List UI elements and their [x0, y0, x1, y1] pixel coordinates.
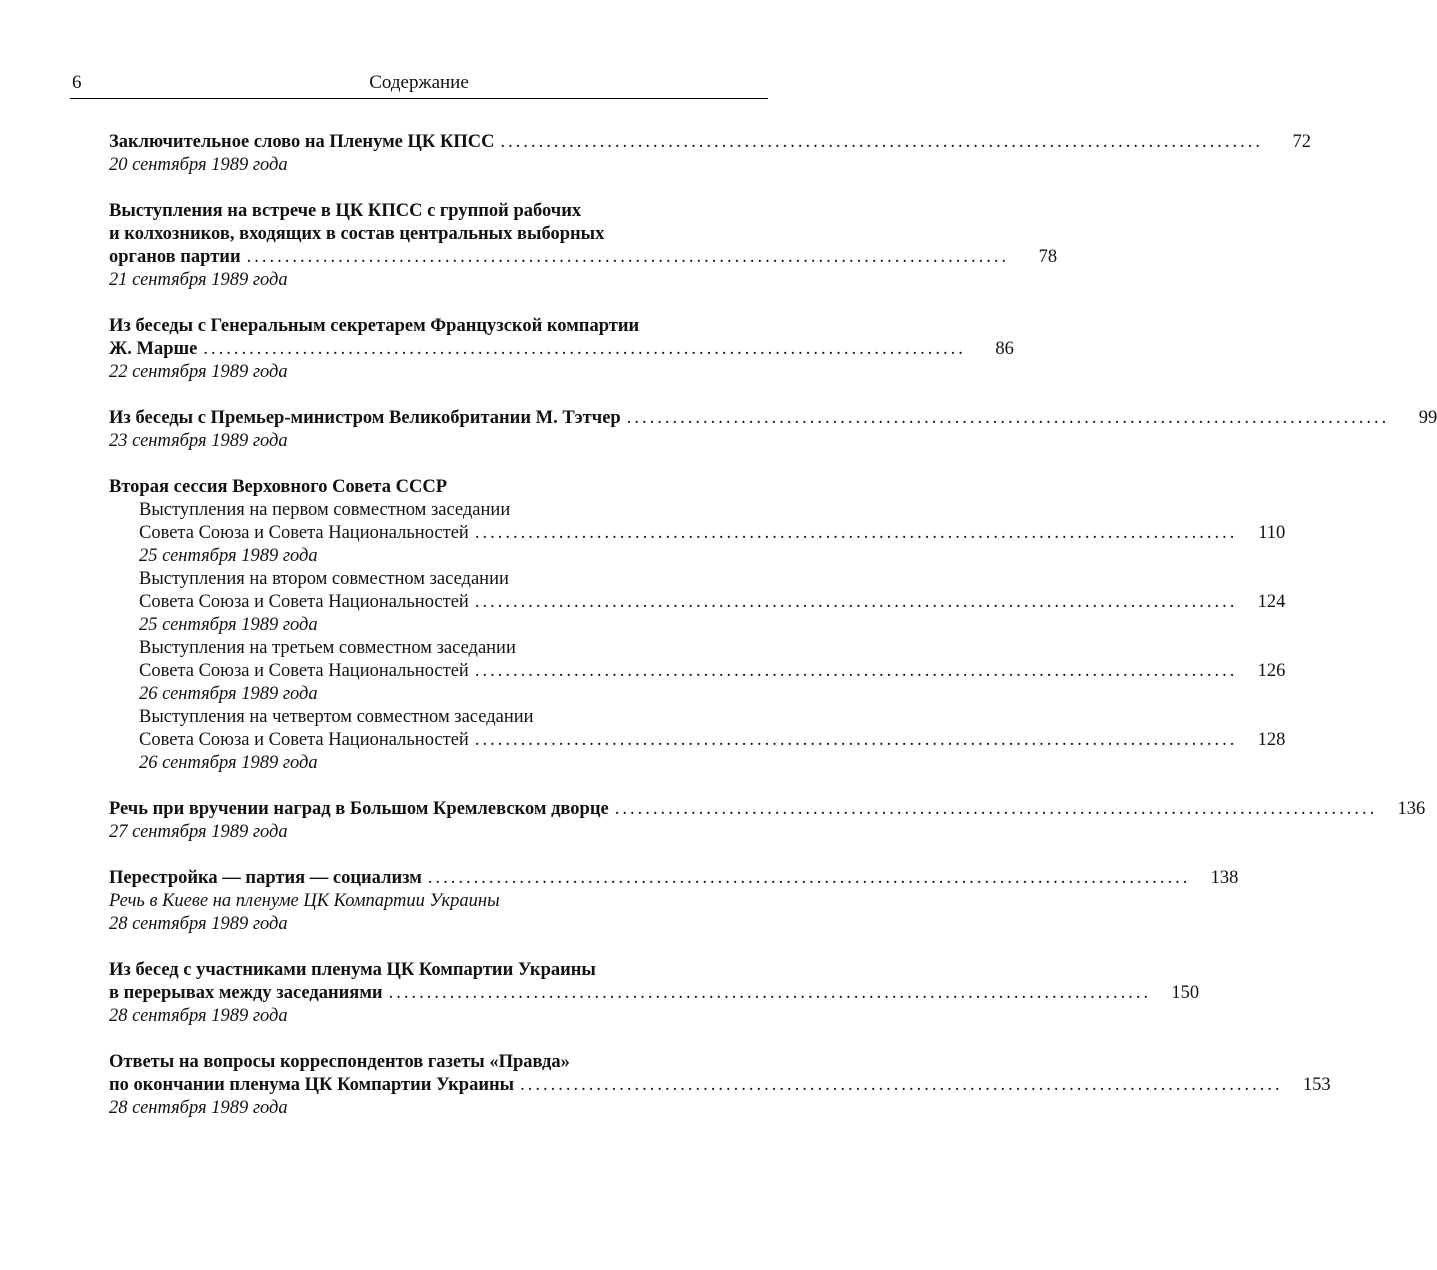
running-title: Содержание	[369, 72, 469, 93]
toc-subentry-title-line[interactable]: Выступления на четвертом совместном заседании	[139, 707, 534, 727]
toc-page-number: 110	[1258, 523, 1286, 543]
toc-page-number: 153	[1302, 1075, 1331, 1095]
dot-leader: ....................................................................................................	[388, 983, 1152, 1003]
toc-entry-date: 25 сентября 1989 года	[139, 615, 318, 635]
toc-entry-date: 28 сентября 1989 года	[109, 914, 288, 934]
toc-entry-date: 27 сентября 1989 года	[109, 822, 288, 842]
toc-entry-title-line[interactable]	[109, 131, 1311, 154]
toc-entry-title-line[interactable]	[109, 1074, 1331, 1097]
toc-subentry-title-line[interactable]	[139, 591, 1286, 614]
dot-leader: ....................................................................................................	[474, 592, 1238, 612]
toc-subentry-title: Совета Союза и Совета Национальностей	[139, 661, 469, 681]
toc-subentry-title: Совета Союза и Совета Национальностей	[139, 523, 469, 543]
toc-entry-title: Перестройка — партия — социализм	[109, 868, 422, 888]
toc-page-number: 78	[1038, 247, 1058, 267]
toc-page-number: 86	[995, 339, 1014, 359]
toc-entry-title-line[interactable]: Выступления на встрече в ЦК КПСС с группой рабочих	[109, 201, 582, 221]
toc-entry	[109, 200, 1058, 292]
toc-subentry	[109, 637, 1286, 706]
toc-entry-date: 21 сентября 1989 года	[109, 270, 288, 290]
toc-entry-title-line[interactable]	[109, 407, 1437, 430]
toc-page-number: 99	[1418, 408, 1437, 428]
toc-subentry	[109, 499, 1286, 568]
toc-entry-title-line[interactable]	[109, 338, 1014, 361]
toc-entry-title-line[interactable]	[109, 246, 1058, 269]
toc-entry-title: в перерывах между заседаниями	[109, 983, 383, 1003]
dot-leader: ....................................................................................................	[474, 523, 1238, 543]
dot-leader: ....................................................................................................	[626, 408, 1390, 428]
dot-leader: ....................................................................................................	[500, 132, 1263, 152]
toc-entry-title: Ж. Марше	[109, 339, 198, 359]
toc-entry-title-line[interactable]	[109, 798, 1426, 821]
toc-entry-title-line[interactable]: Из беседы с Генеральным секретарем Французской компартии	[109, 316, 640, 336]
toc-entry-date: 28 сентября 1989 года	[109, 1006, 288, 1026]
toc-subentry-title: Совета Союза и Совета Национальностей	[139, 592, 469, 612]
toc-entry	[109, 1051, 1331, 1120]
toc-entry	[109, 407, 1437, 453]
toc-entry-title-line[interactable]: Из бесед с участниками пленума ЦК Компартии Украины	[109, 960, 596, 980]
toc-subentry-title-line[interactable]	[139, 522, 1286, 545]
dot-leader: ....................................................................................................	[614, 799, 1378, 819]
toc-entry-title: органов партии	[109, 247, 241, 267]
toc-page-number: 136	[1397, 799, 1426, 819]
dot-leader: ....................................................................................................	[427, 868, 1191, 888]
toc-page-number: 124	[1257, 592, 1286, 612]
dot-leader: ....................................................................................................	[520, 1075, 1283, 1095]
toc-subentry	[109, 568, 1286, 637]
toc-entry-title-line[interactable]	[109, 867, 1239, 890]
toc-entry-title: Речь при вручении наград в Большом Кремлевском дворце	[109, 799, 609, 819]
toc-subentry-title-line[interactable]: Выступления на первом совместном заседании	[139, 500, 511, 520]
toc-subentry-title: Совета Союза и Совета Национальностей	[139, 730, 469, 750]
page-number: 6	[72, 72, 82, 93]
toc-entry	[109, 131, 1311, 177]
toc-entry-title-line[interactable]: и колхозников, входящих в состав центральных выборных	[109, 224, 605, 244]
toc-entry-date: 28 сентября 1989 года	[109, 1098, 288, 1118]
toc-entry-title: Из беседы с Премьер-министром Великобритании М. Тэтчер	[109, 408, 621, 428]
toc-entry-title: по окончании пленума ЦК Компартии Украины	[109, 1075, 515, 1095]
toc-subentry-title-line[interactable]	[139, 729, 1286, 752]
toc-page-number: 150	[1171, 983, 1200, 1003]
dot-leader: ....................................................................................................	[474, 661, 1238, 681]
toc-entry-title-line[interactable]: Ответы на вопросы корреспондентов газеты «Правда»	[109, 1052, 570, 1072]
toc-subentry-title-line[interactable]: Выступления на третьем совместном заседании	[139, 638, 516, 658]
toc-entry	[109, 315, 1014, 384]
toc-section-title[interactable]: Вторая сессия Верховного Совета СССР	[109, 477, 448, 497]
toc-entry-date: 26 сентября 1989 года	[139, 753, 318, 773]
toc-entry-title-line[interactable]	[109, 982, 1200, 1005]
dot-leader: ....................................................................................................	[474, 730, 1238, 750]
toc-subentry	[109, 706, 1286, 775]
running-header	[70, 72, 768, 99]
toc-entry-subtitle: Речь в Киеве на пленуме ЦК Компартии Украины	[109, 891, 500, 911]
toc-entry-date: 22 сентября 1989 года	[109, 362, 288, 382]
toc-entry	[109, 798, 1426, 844]
toc-page-number: 126	[1257, 661, 1286, 681]
dot-leader: ....................................................................................................	[246, 247, 1010, 267]
toc-entry-date: 20 сентября 1989 года	[109, 155, 288, 175]
table-of-contents	[109, 131, 1437, 1120]
toc-page-number: 128	[1257, 730, 1286, 750]
toc-page-number: 138	[1210, 868, 1239, 888]
toc-section	[109, 476, 1286, 775]
toc-entry	[109, 959, 1200, 1028]
toc-entry-date: 23 сентября 1989 года	[109, 431, 288, 451]
toc-subentry-title-line[interactable]: Выступления на втором совместном заседании	[139, 569, 509, 589]
dot-leader: ....................................................................................................	[203, 339, 966, 359]
toc-entry	[109, 867, 1239, 936]
toc-subentry-title-line[interactable]	[139, 660, 1286, 683]
toc-entry-date: 26 сентября 1989 года	[139, 684, 318, 704]
toc-page-number: 72	[1292, 132, 1311, 152]
toc-entry-title: Заключительное слово на Пленуме ЦК КПСС	[109, 132, 495, 152]
toc-entry-date: 25 сентября 1989 года	[139, 546, 318, 566]
